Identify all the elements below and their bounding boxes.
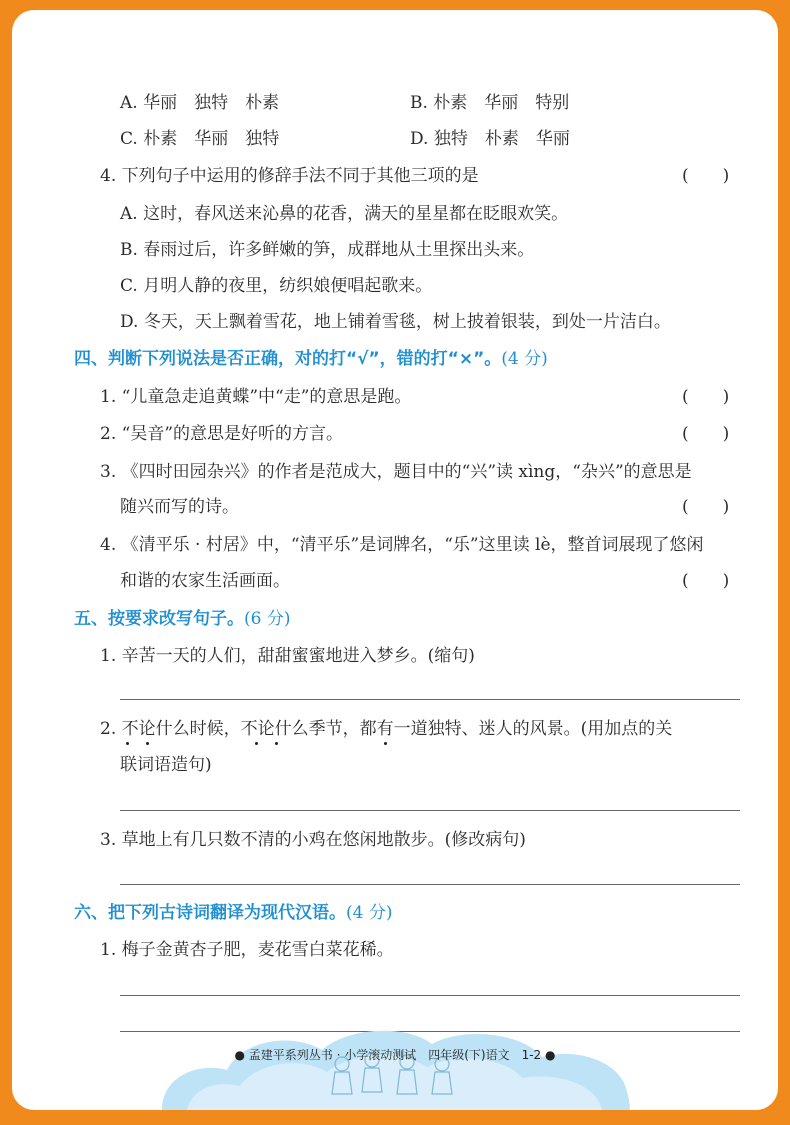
q4-option-d: D. 冬天，天上飘着雪花，地上铺着雪毯，树上披着银装，到处一片洁白。	[120, 312, 671, 332]
s4-item-4-line2: 和谐的农家生活画面。	[120, 571, 290, 591]
exam-page	[12, 10, 778, 1110]
s4-item-3-paren[interactable]: ( )	[682, 497, 730, 517]
s5-item-2-line1: 2. 不论什么时候，不论什么季节，都有一道独特、迷人的风景。(用加点的关	[100, 719, 673, 739]
s5-item-1: 1. 辛苦一天的人们，甜甜蜜蜜地进入梦乡。(缩句)	[100, 646, 475, 666]
q3-option-c: C. 朴素 华丽 独特	[120, 129, 280, 149]
s4-item-1: 1. “儿童急走追黄蝶”中“走”的意思是跑。	[100, 387, 412, 407]
s6-item-1: 1. 梅子金黄杏子肥，麦花雪白菜花稀。	[100, 940, 394, 960]
section-5-points: (6 分)	[244, 609, 291, 629]
s5-item-2-answer-line[interactable]	[120, 810, 740, 811]
s4-item-3-line2: 随兴而写的诗。	[120, 497, 239, 517]
s4-item-3-line1: 3. 《四时田园杂兴》的作者是范成大，题目中的“兴”读 xìng，“杂兴”的意思是	[100, 462, 692, 482]
emphasis-dot	[126, 742, 129, 745]
s5-item-1-answer-line[interactable]	[120, 699, 740, 700]
emphasis-dot	[384, 742, 387, 745]
s4-item-4-paren[interactable]: ( )	[682, 571, 730, 591]
s4-item-2: 2. “吴音”的意思是好听的方言。	[100, 424, 344, 444]
q3-option-b: B. 朴素 华丽 特别	[410, 93, 570, 113]
q4-answer-paren[interactable]: ( )	[682, 166, 730, 186]
footer-cloud-illustration	[12, 1022, 778, 1110]
section-4-title-text: 四、判断下列说法是否正确，对的打“√”，错的打“×”。	[74, 349, 502, 369]
section-5-title-text: 五、按要求改写句子。	[74, 609, 244, 629]
s4-item-1-paren[interactable]: ( )	[682, 387, 730, 407]
s4-item-4-line1: 4. 《清平乐 · 村居》中，“清平乐”是词牌名，“乐”这里读 lè，整首词展现了悠闲	[100, 535, 704, 555]
section-4-points: (4 分)	[501, 349, 548, 369]
emphasis-dot	[146, 742, 149, 745]
q3-option-a: A. 华丽 独特 朴素	[120, 93, 280, 113]
emphasis-dot	[275, 742, 278, 745]
s4-item-2-paren[interactable]: ( )	[682, 424, 730, 444]
emphasis-dot	[255, 742, 258, 745]
q4-stem: 4. 下列句子中运用的修辞手法不同于其他三项的是	[100, 166, 479, 186]
s5-item-3: 3. 草地上有几只数不清的小鸡在悠闲地散步。(修改病句)	[100, 830, 526, 850]
s5-item-3-answer-line[interactable]	[120, 884, 740, 885]
section-5-title	[74, 608, 290, 630]
section-6-title-text: 六、把下列古诗词翻译为现代汉语。	[74, 903, 346, 923]
s6-item-1-answer-line-1[interactable]	[120, 995, 740, 996]
page-footer	[12, 1022, 778, 1110]
q4-option-b: B. 春雨过后，许多鲜嫩的笋，成群地从土里探出头来。	[120, 240, 535, 260]
section-6-points: (4 分)	[346, 903, 393, 923]
section-6-title	[74, 902, 392, 924]
section-4-title	[74, 348, 548, 370]
footer-text: ● 孟建平系列丛书 · 小学滚动测试 四年级(下)语文 1-2 ●	[234, 1048, 556, 1062]
q4-option-a: A. 这时，春风送来沁鼻的花香，满天的星星都在眨眼欢笑。	[120, 204, 569, 224]
q3-option-d: D. 独特 朴素 华丽	[410, 129, 570, 149]
q4-option-c: C. 月明人静的夜里，纺织娘便唱起歌来。	[120, 276, 433, 296]
s5-item-2-line2: 联词语造句)	[120, 755, 212, 775]
